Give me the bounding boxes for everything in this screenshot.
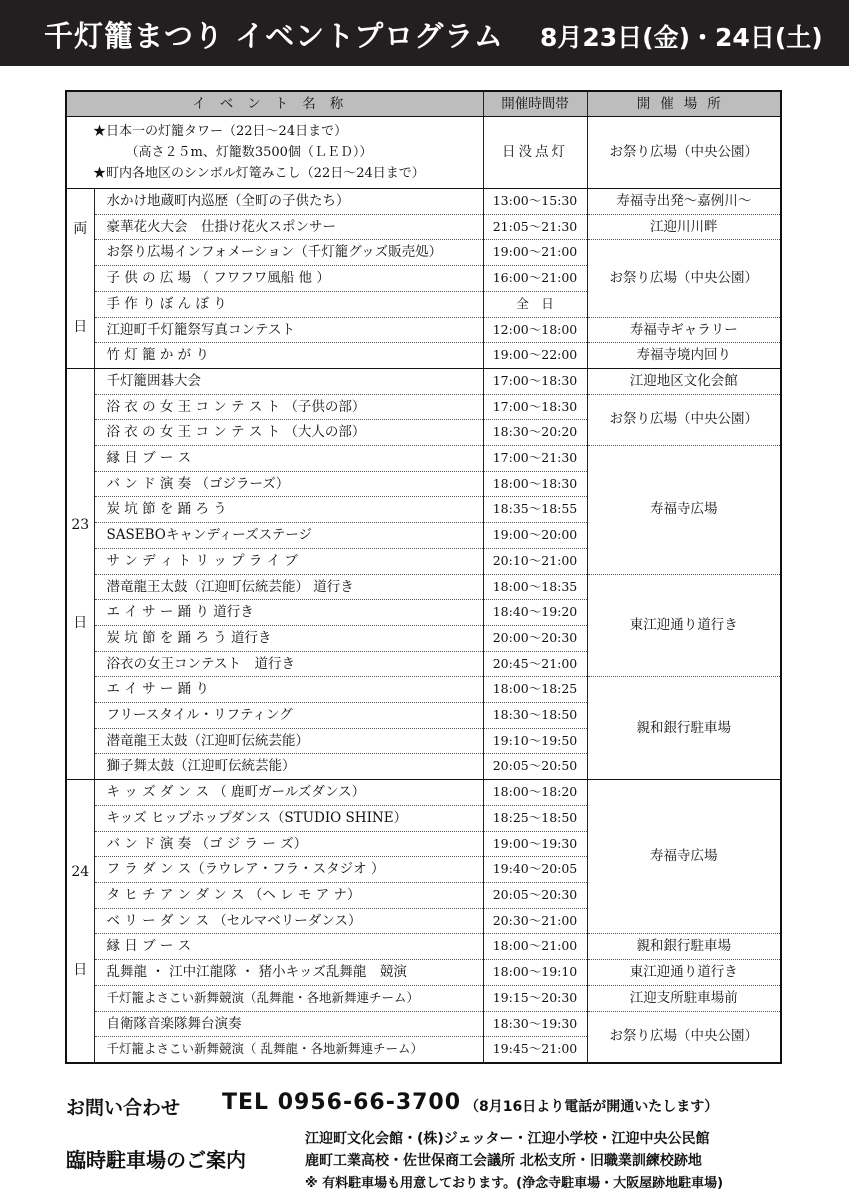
event-time: 17:00〜18:30 [483,368,587,394]
table-row [66,317,781,343]
header-place: 開催場所 [587,91,781,117]
event-name: バ ン ド 演 奏 （ゴ ジ ラ ー ズ） [94,831,483,857]
table-header-row [66,91,781,117]
event-time: 19:40〜20:05 [483,857,587,883]
event-time: 18:30〜20:20 [483,420,587,446]
event-time: 20:05〜20:30 [483,882,587,908]
event-place: お祭り広場（中央公園） [587,1011,781,1063]
day-label-24: 24 日 [66,780,94,1063]
special-events: ★日本一の灯籠タワー（22日〜24日まで） （高さ２５m、灯籠数3500個（ＬＥＤ）） ★町内各地区のシンボル灯篭みこし（22日〜24日まで） [66,117,483,189]
event-place: 江迎支所駐車場前 [587,985,781,1011]
event-place: お祭り広場（中央公園） [587,394,781,445]
day-label-both: 両 日 [66,189,94,369]
event-name: サ ン デ ィ ト リ ッ プ ラ イ ブ [94,548,483,574]
event-name: キッズ ヒップホップダンス（STUDIO SHINE） [94,805,483,831]
event-time: 19:00〜20:00 [483,523,587,549]
event-time: 18:00〜21:00 [483,934,587,960]
table-row [66,240,781,266]
event-place: 江迎川川畔 [587,214,781,240]
event-time: 17:00〜18:30 [483,394,587,420]
event-time: 20:30〜21:00 [483,908,587,934]
event-name: 浴 衣 の 女 王 コ ン テ ス ト （大人の部） [94,420,483,446]
event-name: 竹 灯 籠 か が り [94,343,483,369]
event-place: 親和銀行駐車場 [587,677,781,780]
table-row [66,214,781,240]
event-name: フリースタイル・リフティング [94,703,483,729]
event-time: 16:00〜21:00 [483,266,587,292]
event-name: 江迎町千灯籠祭写真コンテスト [94,317,483,343]
event-name: 自衛隊音楽隊舞台演奏 [94,1011,483,1037]
event-time: 18:00〜19:10 [483,960,587,986]
event-time: 21:05〜21:30 [483,214,587,240]
event-time: 20:00〜20:30 [483,625,587,651]
event-name: 縁 日 ブ ー ス [94,446,483,472]
event-name: 千灯籠よさこい新舞競演（ 乱舞龍・各地新舞連チーム） [94,1037,483,1063]
event-time: 19:15〜20:30 [483,985,587,1011]
event-place: 東江迎通り道行き [587,574,781,677]
parking-note: ※ 有料駐車場も用意しております。(浄念寺駐車場・大阪屋跡地駐車場) [305,1176,724,1191]
event-name: 縁 日 ブ ー ス [94,934,483,960]
header-event-name: イベント名称 [66,91,483,117]
title-banner [0,0,849,66]
event-time: 13:00〜15:30 [483,189,587,215]
event-time: 18:00〜18:25 [483,677,587,703]
event-name: 水かけ地蔵町内巡歴（全町の子供たち） [94,189,483,215]
event-place: 寿福寺出発〜嘉例川〜 [587,189,781,215]
contact-label: お問い合わせ [66,1097,181,1119]
special-time: 日没点灯 [483,117,587,189]
special-place: お祭り広場（中央公園） [587,117,781,189]
event-time: 18:00〜18:20 [483,780,587,806]
event-time: 19:45〜21:00 [483,1037,587,1063]
event-time: 19:00〜19:30 [483,831,587,857]
parking-line-2: 鹿町工業高校・佐世保商工会議所 北松支所・旧職業訓練校跡地 [305,1153,702,1169]
event-name: フ ラ ダ ン ス（ラウレア・フラ・スタジオ ） [94,857,483,883]
event-place: 東江迎通り道行き [587,960,781,986]
parking-line-1: 江迎町文化会館・(株)ジェッター・江迎小学校・江迎中央公民館 [305,1131,710,1147]
event-time: 18:30〜18:50 [483,703,587,729]
event-time: 20:10〜21:00 [483,548,587,574]
table-row [66,934,781,960]
event-time: 19:00〜21:00 [483,240,587,266]
event-place: お祭り広場（中央公園） [587,240,781,317]
table-row [66,574,781,600]
table-row [66,1011,781,1037]
event-time: 18:00〜18:35 [483,574,587,600]
event-time: 18:25〜18:50 [483,805,587,831]
event-name: 獅子舞太鼓（江迎町伝統芸能） [94,754,483,780]
table-row [66,343,781,369]
event-place: 寿福寺ギャラリー [587,317,781,343]
page-title: 千灯籠まつり イベントプログラム [44,19,504,53]
event-time: 20:45〜21:00 [483,651,587,677]
header-time: 開催時間帯 [483,91,587,117]
table-row [66,368,781,394]
event-name: タ ヒ チ ア ン ダ ン ス （ヘ レ モ ア ナ） [94,882,483,908]
event-dates: 8月23日(金)・24日(土) [540,23,823,52]
event-time: 19:10〜19:50 [483,728,587,754]
table-row [66,189,781,215]
table-row [66,394,781,420]
table-row [66,780,781,806]
contact-phone[interactable]: TEL 0956-66-3700 [222,1090,462,1115]
parking-title: 臨時駐車場のご案内 [66,1148,246,1172]
event-time: 18:35〜18:55 [483,497,587,523]
contact-note: （8月16日より電話が開通いたします） [465,1099,719,1115]
special-row [66,117,781,189]
event-name: 千灯籠囲碁大会 [94,368,483,394]
event-name: 炭 坑 節 を 踊 ろ う 道行き [94,625,483,651]
event-name: 豪華花火大会 仕掛け花火スポンサー [94,214,483,240]
event-name: エ イ サ ー 踊 り 道行き [94,600,483,626]
event-place: 江迎地区文化会館 [587,368,781,394]
table-row [66,677,781,703]
event-name: 乱舞龍 ・ 江中江龍隊 ・ 猪小キッズ乱舞龍 競演 [94,960,483,986]
event-name: エ イ サ ー 踊 り [94,677,483,703]
event-name: 浴 衣 の 女 王 コ ン テ ス ト （子供の部） [94,394,483,420]
event-time: 18:40〜19:20 [483,600,587,626]
event-time: 18:00〜18:30 [483,471,587,497]
event-place: 寿福寺広場 [587,780,781,934]
event-name: ベ リ ー ダ ン ス （セルマベリーダンス） [94,908,483,934]
event-time: 12:00〜18:00 [483,317,587,343]
event-name: 手 作 り ぼ ん ぼ り [94,291,483,317]
table-row [66,985,781,1011]
event-name: お祭り広場インフォメーション（千灯籠グッズ販売処） [94,240,483,266]
event-name: 潜竜龍王太鼓（江迎町伝統芸能） 道行き [94,574,483,600]
event-name: 千灯籠よさこい新舞競演（乱舞龍・各地新舞連チーム） [94,985,483,1011]
program-table [65,90,782,1064]
day-label-23: 23 日 [66,368,94,779]
event-name: SASEBOキャンディーズステージ [94,523,483,549]
event-name: 子 供 の 広 場 （ フワフワ風船 他 ） [94,266,483,292]
event-name: 浴衣の女王コンテスト 道行き [94,651,483,677]
event-name: 炭 坑 節 を 踊 ろ う [94,497,483,523]
event-place: 寿福寺広場 [587,446,781,575]
event-time: 19:00〜22:00 [483,343,587,369]
event-time: 20:05〜20:50 [483,754,587,780]
event-time: 18:30〜19:30 [483,1011,587,1037]
event-time: 全 日 [483,291,587,317]
event-name: 潜竜龍王太鼓（江迎町伝統芸能） [94,728,483,754]
event-time: 17:00〜21:30 [483,446,587,472]
table-row [66,446,781,472]
event-place: 親和銀行駐車場 [587,934,781,960]
table-row [66,960,781,986]
event-name: バ ン ド 演 奏 （ゴジラーズ） [94,471,483,497]
event-name: キ ッ ズ ダ ン ス （ 鹿町ガールズダンス） [94,780,483,806]
event-place: 寿福寺境内回り [587,343,781,369]
